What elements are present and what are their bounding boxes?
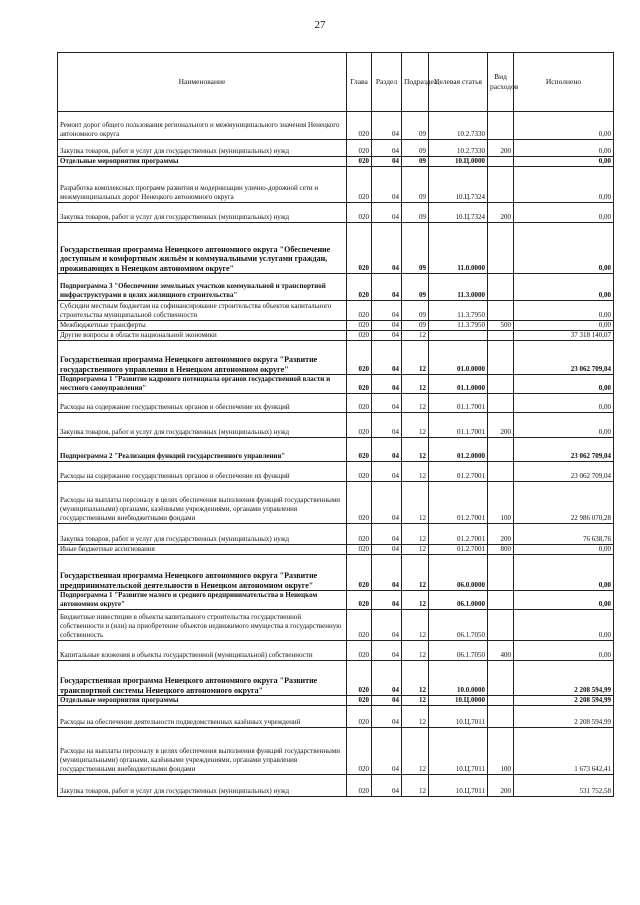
cell-razdel: 04 xyxy=(372,524,402,545)
cell-vid xyxy=(488,112,514,140)
table-row xyxy=(58,524,614,545)
cell-name: Капитальные вложения в объекты государственной (муниципальной) собственности xyxy=(58,641,347,661)
cell-vid: 200 xyxy=(488,140,514,157)
cell-name: Бюджетные инвестиции в объекты капитального строительства государственной собственности и (или) на приобретение объектов недвижимого имущества в государственную собственность xyxy=(58,610,347,641)
cell-vid xyxy=(488,167,514,203)
cell-razdel: 04 xyxy=(372,157,402,167)
cell-podrazdel: 09 xyxy=(402,167,429,203)
cell-statya: 01.2.7001 xyxy=(429,462,488,482)
cell-glava: 020 xyxy=(347,301,372,321)
cell-glava: 020 xyxy=(347,661,372,696)
cell-vid: 200 xyxy=(488,413,514,438)
cell-podrazdel: 12 xyxy=(402,641,429,661)
table-row xyxy=(58,706,614,728)
cell-vid xyxy=(488,394,514,413)
cell-amount: 0,00 xyxy=(514,223,614,274)
cell-podrazdel: 09 xyxy=(402,223,429,274)
cell-name: Отдельные мероприятия программы xyxy=(58,157,347,167)
cell-amount: 76 638,76 xyxy=(514,524,614,545)
cell-name: Подпрограмма 3 "Обеспечение земельных участков коммунальной и транспортной инфраструктурами в целях жилищного строительства" xyxy=(58,274,347,301)
cell-vid: 400 xyxy=(488,641,514,661)
table-row xyxy=(58,545,614,555)
cell-statya: 11.3.7950 xyxy=(429,301,488,321)
cell-name: Государственная программа Ненецкого автономного округа "Развитие транспортной системы Ненецкого автономного округа" xyxy=(58,661,347,696)
cell-statya: 01.1.7001 xyxy=(429,413,488,438)
cell-podrazdel: 12 xyxy=(402,696,429,706)
cell-name: Государственная программа Ненецкого автономного округа "Развитие предпринимательской деятельности в Ненецком автономном округе" xyxy=(58,555,347,591)
cell-statya: 10.Ц.0000 xyxy=(429,157,488,167)
table-row xyxy=(58,462,614,482)
cell-glava: 020 xyxy=(347,591,372,610)
cell-podrazdel: 09 xyxy=(402,321,429,331)
cell-glava: 020 xyxy=(347,394,372,413)
cell-statya: 01.2.0000 xyxy=(429,438,488,462)
cell-razdel: 04 xyxy=(372,375,402,394)
cell-podrazdel: 12 xyxy=(402,413,429,438)
page-number: 27 xyxy=(314,19,326,31)
table-row xyxy=(58,775,614,797)
table-row xyxy=(58,661,614,696)
cell-glava: 020 xyxy=(347,482,372,524)
table-row xyxy=(58,591,614,610)
cell-razdel: 04 xyxy=(372,775,402,797)
table-row xyxy=(58,112,614,140)
cell-glava: 020 xyxy=(347,438,372,462)
cell-statya: 06.0.0000 xyxy=(429,555,488,591)
cell-podrazdel: 12 xyxy=(402,524,429,545)
cell-statya: 10.Ц.7011 xyxy=(429,728,488,775)
cell-glava: 020 xyxy=(347,341,372,375)
table-header xyxy=(58,53,614,112)
cell-amount: 0,00 xyxy=(514,203,614,223)
table-row xyxy=(58,696,614,706)
cell-amount: 0,00 xyxy=(514,167,614,203)
cell-glava: 020 xyxy=(347,775,372,797)
cell-amount: 0,00 xyxy=(514,157,614,167)
cell-name: Другие вопросы в области национальной экономики xyxy=(58,331,347,341)
cell-statya xyxy=(429,331,488,341)
cell-statya: 01.2.7001 xyxy=(429,482,488,524)
cell-podrazdel: 12 xyxy=(402,462,429,482)
cell-statya: 10.0.0000 xyxy=(429,661,488,696)
cell-podrazdel: 12 xyxy=(402,555,429,591)
cell-vid xyxy=(488,438,514,462)
cell-vid: 800 xyxy=(488,545,514,555)
cell-amount: 23 062 709,04 xyxy=(514,341,614,375)
cell-statya: 10.Ц.0000 xyxy=(429,696,488,706)
cell-statya: 01.1.0000 xyxy=(429,375,488,394)
cell-razdel: 04 xyxy=(372,140,402,157)
cell-vid xyxy=(488,706,514,728)
cell-podrazdel: 09 xyxy=(402,274,429,301)
cell-podrazdel: 09 xyxy=(402,301,429,321)
col-header-vid: Вид расходов xyxy=(488,53,514,112)
cell-glava: 020 xyxy=(347,203,372,223)
cell-glava: 020 xyxy=(347,462,372,482)
cell-glava: 020 xyxy=(347,167,372,203)
cell-statya: 06.1.0000 xyxy=(429,591,488,610)
table-body xyxy=(58,112,614,797)
cell-name: Иные бюджетные ассигнования xyxy=(58,545,347,555)
cell-amount: 0,00 xyxy=(514,413,614,438)
cell-vid xyxy=(488,157,514,167)
cell-name: Подпрограмма 1 "Развитие кадрового потенциала органов государственной власти и местного самоуправления" xyxy=(58,375,347,394)
cell-vid xyxy=(488,661,514,696)
cell-glava: 020 xyxy=(347,413,372,438)
cell-vid xyxy=(488,301,514,321)
cell-statya: 11.3.7950 xyxy=(429,321,488,331)
cell-glava: 020 xyxy=(347,524,372,545)
cell-name: Подпрограмма 1 "Развитие малого и среднего предпринимательства в Ненецком автономном округе" xyxy=(58,591,347,610)
cell-glava: 020 xyxy=(347,545,372,555)
cell-razdel: 04 xyxy=(372,341,402,375)
cell-amount: 2 208 594,99 xyxy=(514,696,614,706)
cell-statya: 01.2.7001 xyxy=(429,524,488,545)
cell-amount: 23 062 709,04 xyxy=(514,462,614,482)
cell-name: Закупка товаров, работ и услуг для государственных (муниципальных) нужд xyxy=(58,140,347,157)
cell-razdel: 04 xyxy=(372,203,402,223)
cell-name: Межбюджетные трансферты xyxy=(58,321,347,331)
cell-podrazdel: 12 xyxy=(402,610,429,641)
cell-razdel: 04 xyxy=(372,610,402,641)
cell-podrazdel: 12 xyxy=(402,706,429,728)
cell-glava: 020 xyxy=(347,274,372,301)
cell-vid: 500 xyxy=(488,321,514,331)
cell-vid xyxy=(488,375,514,394)
table-row xyxy=(58,140,614,157)
cell-glava: 020 xyxy=(347,331,372,341)
cell-razdel: 04 xyxy=(372,394,402,413)
cell-statya: 06.1.7050 xyxy=(429,610,488,641)
cell-glava: 020 xyxy=(347,555,372,591)
cell-name: Закупка товаров, работ и услуг для государственных (муниципальных) нужд xyxy=(58,775,347,797)
table-row xyxy=(58,157,614,167)
table-row xyxy=(58,341,614,375)
cell-glava: 020 xyxy=(347,641,372,661)
cell-podrazdel: 12 xyxy=(402,482,429,524)
cell-podrazdel: 12 xyxy=(402,375,429,394)
cell-statya: 10.Ц.7011 xyxy=(429,706,488,728)
cell-razdel: 04 xyxy=(372,112,402,140)
cell-amount: 0,00 xyxy=(514,545,614,555)
cell-glava: 020 xyxy=(347,321,372,331)
table-row xyxy=(58,728,614,775)
cell-vid xyxy=(488,341,514,375)
cell-amount: 0,00 xyxy=(514,112,614,140)
cell-podrazdel: 09 xyxy=(402,203,429,223)
cell-vid xyxy=(488,331,514,341)
cell-glava: 020 xyxy=(347,157,372,167)
cell-razdel: 04 xyxy=(372,438,402,462)
col-header-podrazdel: Подраздел xyxy=(402,53,429,112)
table-row xyxy=(58,331,614,341)
cell-podrazdel: 12 xyxy=(402,331,429,341)
cell-statya: 10.Ц.7324 xyxy=(429,203,488,223)
budget-table xyxy=(57,52,614,797)
cell-statya: 11.0.0000 xyxy=(429,223,488,274)
cell-amount: 531 752,58 xyxy=(514,775,614,797)
cell-vid xyxy=(488,591,514,610)
cell-statya: 10.2.7330 xyxy=(429,112,488,140)
cell-amount: 0,00 xyxy=(514,641,614,661)
cell-razdel: 04 xyxy=(372,728,402,775)
cell-name: Расходы на обеспечение деятельности подведомственных казённых учреждений xyxy=(58,706,347,728)
col-header-amount: Исполнено xyxy=(514,53,614,112)
cell-amount: 0,00 xyxy=(514,375,614,394)
cell-vid xyxy=(488,274,514,301)
table-row xyxy=(58,438,614,462)
cell-amount: 0,00 xyxy=(514,274,614,301)
cell-podrazdel: 12 xyxy=(402,438,429,462)
cell-amount: 2 208 594,99 xyxy=(514,706,614,728)
cell-name: Подпрограмма 2 "Реализация функций государственного управления" xyxy=(58,438,347,462)
cell-statya: 10.Ц.7324 xyxy=(429,167,488,203)
cell-podrazdel: 09 xyxy=(402,140,429,157)
cell-glava: 020 xyxy=(347,140,372,157)
cell-vid: 200 xyxy=(488,203,514,223)
cell-podrazdel: 12 xyxy=(402,545,429,555)
cell-vid: 200 xyxy=(488,775,514,797)
table-row xyxy=(58,167,614,203)
cell-amount: 37 318 140,07 xyxy=(514,331,614,341)
cell-amount: 0,00 xyxy=(514,555,614,591)
cell-razdel: 04 xyxy=(372,462,402,482)
col-header-statya: Целевая статья xyxy=(429,53,488,112)
cell-statya: 06.1.7050 xyxy=(429,641,488,661)
table-row xyxy=(58,321,614,331)
cell-podrazdel: 12 xyxy=(402,394,429,413)
cell-glava: 020 xyxy=(347,706,372,728)
table-row xyxy=(58,203,614,223)
cell-glava: 020 xyxy=(347,375,372,394)
col-header-glava: Глава xyxy=(347,53,372,112)
table-row xyxy=(58,413,614,438)
cell-razdel: 04 xyxy=(372,321,402,331)
cell-podrazdel: 09 xyxy=(402,157,429,167)
cell-name: Ремонт дорог общего пользования регионального и межмуниципального значения Ненецкого автономного округа xyxy=(58,112,347,140)
table-row xyxy=(58,482,614,524)
cell-statya: 01.0.0000 xyxy=(429,341,488,375)
cell-razdel: 04 xyxy=(372,167,402,203)
cell-vid xyxy=(488,223,514,274)
cell-glava: 020 xyxy=(347,223,372,274)
table-row xyxy=(58,641,614,661)
cell-statya: 10.Ц.7011 xyxy=(429,775,488,797)
table-row xyxy=(58,274,614,301)
cell-name: Закупка товаров, работ и услуг для государственных (муниципальных) нужд xyxy=(58,203,347,223)
cell-amount: 0,00 xyxy=(514,591,614,610)
cell-razdel: 04 xyxy=(372,223,402,274)
cell-podrazdel: 12 xyxy=(402,775,429,797)
cell-statya: 01.2.7001 xyxy=(429,545,488,555)
cell-razdel: 04 xyxy=(372,331,402,341)
cell-statya: 10.2.7330 xyxy=(429,140,488,157)
cell-amount: 0,00 xyxy=(514,301,614,321)
cell-razdel: 04 xyxy=(372,591,402,610)
cell-name: Разработка комплексных программ развития и модернизации улично-дорожной сети и межмуниципальных дорог Ненецкого автономного округа xyxy=(58,167,347,203)
cell-name: Расходы на выплаты персоналу в целях обеспечения выполнения функций государственными (муниципальными) органами, казёнными учреждениями, органами управления государственными внебюджетными фондами xyxy=(58,482,347,524)
cell-amount: 22 986 070,28 xyxy=(514,482,614,524)
cell-amount: 23 062 709,04 xyxy=(514,438,614,462)
cell-amount: 0,00 xyxy=(514,610,614,641)
cell-glava: 020 xyxy=(347,696,372,706)
cell-name: Закупка товаров, работ и услуг для государственных (муниципальных) нужд xyxy=(58,524,347,545)
table-row xyxy=(58,301,614,321)
cell-podrazdel: 09 xyxy=(402,112,429,140)
cell-podrazdel: 12 xyxy=(402,591,429,610)
cell-glava: 020 xyxy=(347,112,372,140)
col-header-razdel: Раздел xyxy=(372,53,402,112)
cell-podrazdel: 12 xyxy=(402,661,429,696)
table-row xyxy=(58,555,614,591)
cell-vid xyxy=(488,462,514,482)
cell-amount: 0,00 xyxy=(514,321,614,331)
table-row xyxy=(58,394,614,413)
table-row xyxy=(58,610,614,641)
cell-name: Расходы на выплаты персоналу в целях обеспечения выполнения функций государственными (муниципальными) органами, казёнными учреждениями, органами управления государственными внебюджетными фондами xyxy=(58,728,347,775)
cell-amount: 2 208 594,99 xyxy=(514,661,614,696)
cell-name: Расходы на содержание государственных органов и обеспечение их функций xyxy=(58,394,347,413)
cell-razdel: 04 xyxy=(372,661,402,696)
cell-statya: 11.3.0000 xyxy=(429,274,488,301)
cell-amount: 0,00 xyxy=(514,394,614,413)
cell-name: Расходы на содержание государственных органов и обеспечение их функций xyxy=(58,462,347,482)
cell-name: Государственная программа Ненецкого автономного округа "Обеспечение доступным и комфортным жильём и коммунальными услугами граждан, проживающих в Ненецком автономном округе" xyxy=(58,223,347,274)
cell-name: Государственная программа Ненецкого автономного округа "Развитие государственного управления в Ненецком автономном округе" xyxy=(58,341,347,375)
cell-razdel: 04 xyxy=(372,706,402,728)
cell-amount: 0,00 xyxy=(514,140,614,157)
cell-vid xyxy=(488,696,514,706)
cell-razdel: 04 xyxy=(372,301,402,321)
cell-name: Отдельные мероприятия программы xyxy=(58,696,347,706)
cell-razdel: 04 xyxy=(372,555,402,591)
table-row xyxy=(58,375,614,394)
cell-vid: 100 xyxy=(488,482,514,524)
cell-vid xyxy=(488,610,514,641)
cell-vid: 200 xyxy=(488,524,514,545)
table-row xyxy=(58,223,614,274)
cell-vid xyxy=(488,555,514,591)
cell-glava: 020 xyxy=(347,610,372,641)
cell-podrazdel: 12 xyxy=(402,728,429,775)
cell-podrazdel: 12 xyxy=(402,341,429,375)
cell-name: Закупка товаров, работ и услуг для государственных (муниципальных) нужд xyxy=(58,413,347,438)
col-header-name: Наименование xyxy=(58,53,347,112)
cell-razdel: 04 xyxy=(372,482,402,524)
cell-name: Субсидии местным бюджетам на софинансирование строительства объектов капитального строительства муниципальной собственности xyxy=(58,301,347,321)
cell-amount: 1 673 642,41 xyxy=(514,728,614,775)
cell-razdel: 04 xyxy=(372,641,402,661)
cell-razdel: 04 xyxy=(372,545,402,555)
cell-glava: 020 xyxy=(347,728,372,775)
cell-razdel: 04 xyxy=(372,274,402,301)
cell-statya: 01.1.7001 xyxy=(429,394,488,413)
cell-razdel: 04 xyxy=(372,413,402,438)
cell-razdel: 04 xyxy=(372,696,402,706)
cell-vid: 100 xyxy=(488,728,514,775)
